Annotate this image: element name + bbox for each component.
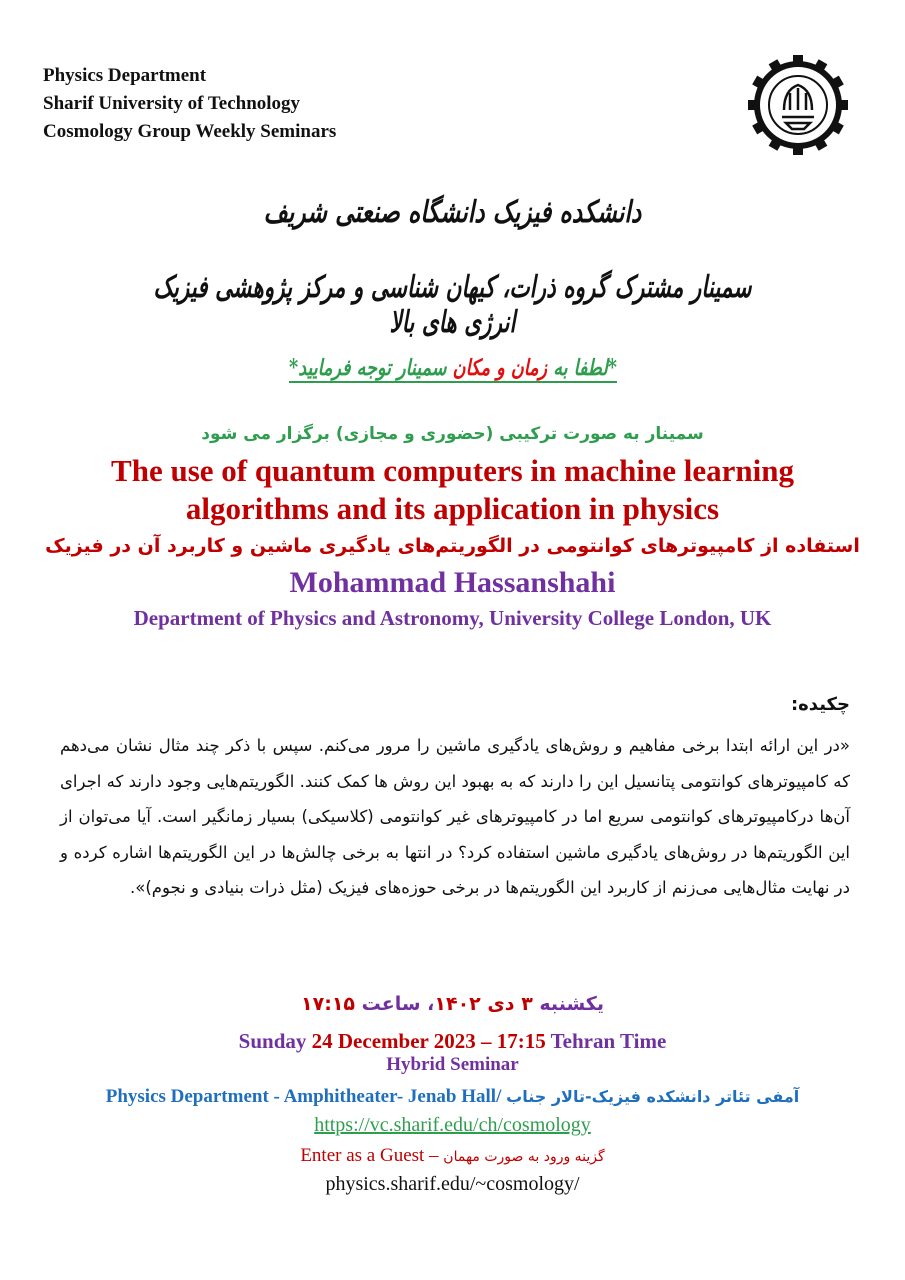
notice-banner [0,355,905,383]
seminar-mode: Hybrid Seminar [386,1054,519,1075]
day-fa: یکشنبه [532,993,604,1015]
title-line: The use of quantum computers in machine learning [111,453,794,488]
talk-title [0,452,905,528]
timezone: Tehran Time [545,1029,667,1053]
date-fa: ۳ دی ۱۴۰۲ [434,993,533,1015]
guest-instructions [0,1145,905,1167]
venue [0,1086,905,1108]
venue-en: Physics Department - Amphitheater- Jenab Hall/ [105,1086,507,1107]
venue-fa: آمفی تئاتر دانشکده فیزیک-تالار جناب [506,1087,800,1106]
guest-fa: گزینه ورود به صورت مهمان [443,1149,605,1165]
time-fa: ۱۷:۱۵ [301,993,356,1015]
day-en: Sunday [238,1029,312,1053]
header-line: Cosmology Group Weekly Seminars [43,121,337,142]
hybrid-notice-persian: سمینار به صورت ترکیبی (حضوری و مجازی) برگزار می شود [201,424,704,444]
date-en: 24 December 2023 – 17:15 [311,1029,546,1053]
notice-part: سمینار توجه فرمایید* [288,355,453,381]
seminar-group-persian: سمینار مشترک گروه ذرات، کیهان شناسی و مرکز پژوهشی فیزیک انرژی های بالا [153,270,752,340]
abstract-text: «در این ارائه ابتدا برخی مفاهیم و روش‌های یادگیری ماشین را مرور می‌کنم. سپس با ذکر چند مثال نشان می‌دهم که کامپیوترهای کوانتومی پتانسیل این را دارند که به بهبود این روش ها کمک کنند. الگوریتم‌هایی وجود دارند که اجرای آن‌ها درکامپیوترهای کوانتومی سریع اما در کامپیوترهای غیر کوانتومی (کلاسیکی) بسیار زمانگیر است. آیا می‌توان از این الگوریتم‌ها در روش‌های یادگیری ماشین استفاده کرد؟ در انتها به برخی چالش‌ها در این الگوریتم‌ها اشاره کرده و در نهایت مثال‌هایی می‌زنم از کاربرد این الگوریتم‌ها در برخی حوزه‌های فیزیک (مثل ذرات بنیادی و نجوم)». [60,736,850,897]
notice-part: *لطفا به [546,355,617,381]
time-label-fa: ، ساعت [355,993,435,1015]
speaker-name: Mohammad Hassanshahi [289,566,616,599]
notice-highlight: زمان و مکان [452,355,547,381]
abstract-label: چکیده: [790,694,850,715]
guest-en: Enter as a Guest – [300,1145,444,1166]
faculty-title-persian: دانشکده فیزیک دانشگاه صنعتی شریف [263,195,642,230]
header-line: Physics Department [43,65,207,86]
talk-title-persian: استفاده از کامپیوترهای کوانتومی در الگوریتم‌های یادگیری ماشین و کاربرد آن در فیزیک [45,535,860,557]
sharif-university-logo-icon [748,55,848,155]
online-link[interactable]: https://vc.sharif.edu/ch/cosmology [314,1114,591,1136]
speaker-affiliation: Department of Physics and Astronomy, University College London, UK [133,606,772,630]
date-persian [0,993,905,1015]
website-url[interactable]: physics.sharif.edu/~cosmology/ [325,1173,580,1195]
title-line: algorithms and its application in physics [185,491,720,526]
department-header [43,62,336,146]
header-line: Sharif University of Technology [43,93,301,114]
date-english [0,1029,905,1054]
